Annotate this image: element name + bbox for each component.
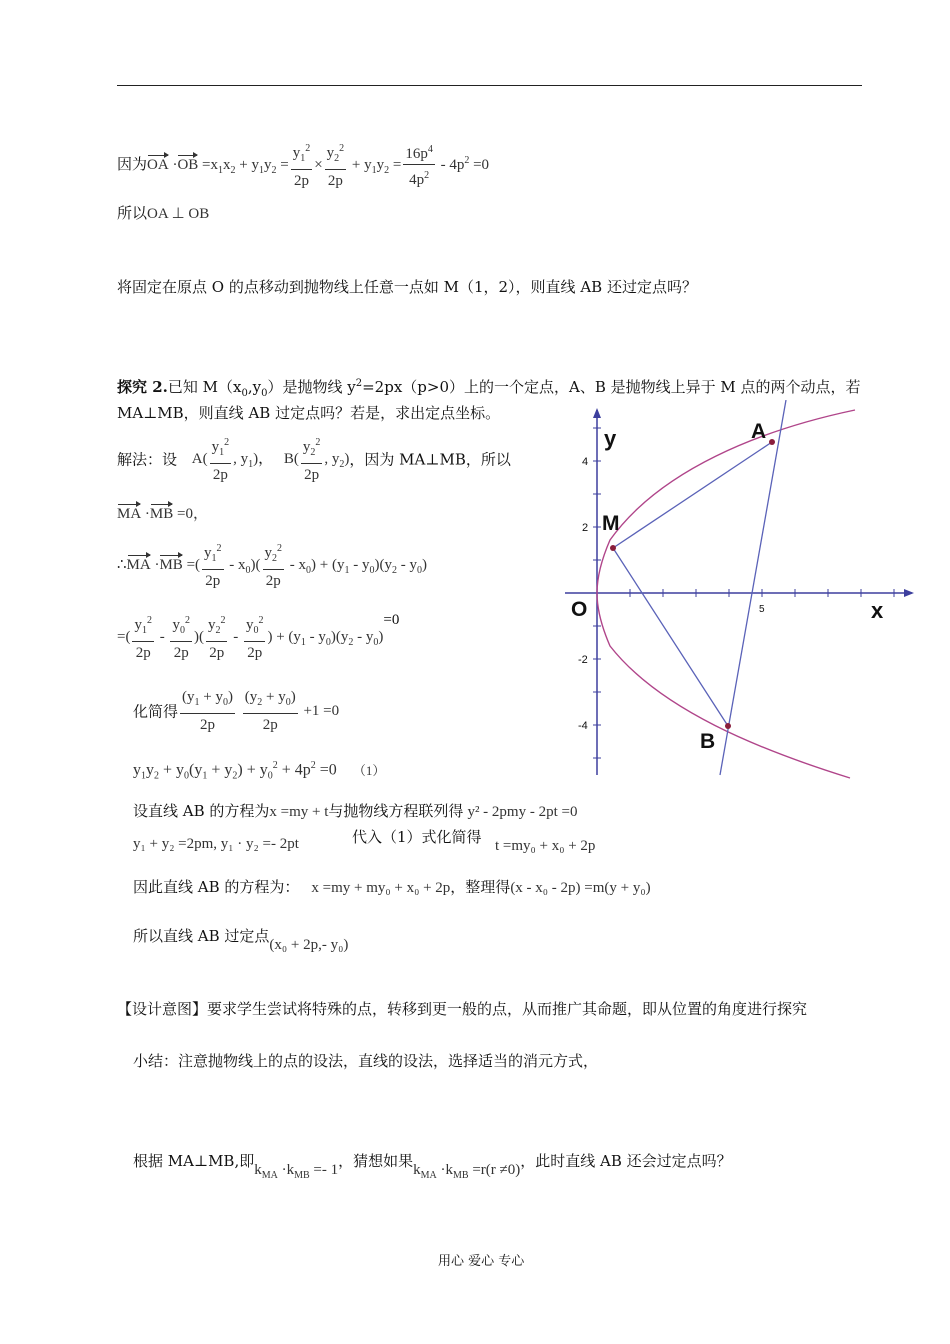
label-a: A (751, 420, 767, 443)
x-axis-label: x (871, 598, 884, 623)
label-b: B (700, 730, 716, 753)
question-text: 将固定在原点 O 的点移动到抛物线上任意一点如 M（1，2），则直线 AB 还过定点吗？ (117, 278, 697, 296)
equation-oa-ob: 因为OA $\cdot OB =x_1x_2 + y_1y_2$ = $\frac{y_1^2}{2p}$ × $\frac{y_2^2}{2p}$ + $y_1y_2$ = $\frac{16p^4}{4p^2}$ - $4p^2 =0$ (117, 140, 489, 191)
vector-ob: OB (177, 151, 198, 174)
dot-product-rewrite: =( $\frac{y_1^2}{2p}$ - $\frac{y_0^2}{2p}$ )( $\frac{y_2^2}{2p}$ - $\frac{y_0^2}{2p}$ ) + $(y_1 - y_0)(y_2 - y_0)=0$ (117, 612, 400, 661)
summary-text: 小结：注意抛物线上的点的设法，直线的设法，选择适当的消元方式， (133, 1052, 599, 1070)
conclusion-perpendicular: 所以OA ⊥ OB (117, 204, 210, 222)
line-ma (613, 442, 772, 548)
dot-product-zero: MA ·MB =0， (117, 500, 208, 523)
t-expression: t =my₀ + x₀ + 2p (495, 838, 596, 854)
origin-label: O (571, 598, 588, 621)
explore-heading: 探究 2.已知 $M(x_0,y_0)$是抛物线 $y^2=2px(p>0)$上的一个定点，A、B 是抛物线上异于 M 点的两个动点，若 (117, 378, 861, 399)
simplified-equation: 化简得 $\frac{(y_1 + y_0)}{2p}$ $\frac{(y_2 + y_0)}{2p}$ +1 =0 (133, 689, 340, 733)
label-m: M (602, 512, 620, 535)
y-axis-label: y (604, 426, 617, 451)
substitute-text: 代入（1）式化简得 (352, 828, 482, 846)
vector-oa: OA (147, 151, 169, 174)
tick-label-x5: 5 (759, 604, 765, 615)
final-question: 根据 MA⊥MB,即$k_{MA} \cdot k_{MB} =- 1$，猜想如果$k_{MA} \cdot k_{MB} =r(r \ne 0)$，此时直线 AB 还会过定点吗？ (133, 1152, 732, 1181)
design-intent: 【设计意图】要求学生尝试将特殊的点，转移到更一般的点，从而推广其命题，即从位置的角度进行探究 (117, 1000, 808, 1018)
point-b (725, 723, 731, 729)
vieta-relations: y₁ + y₂ =2pm, y₁ · y₂ =- 2pt (133, 836, 299, 852)
y-axis-arrow (593, 408, 601, 418)
solution-setup: 解法：设 A( $\frac{y_1^2}{2p}$ , $y_1$)， B( $\frac{y_2^2}{2p}$ , $y_2$)，因为 MA⊥MB，所以 (117, 434, 511, 485)
set-line-ab: 设直线 AB 的方程为x =my + t与抛物线方程联列得 y² - 2pmy - 2pt =0 (133, 802, 578, 820)
ab-equation: 因此直线 AB 的方程为： x =my + my₀ + x₀ + 2p，整理得(x - x₀ - 2p) =m(y + y₀) (133, 878, 651, 896)
explore-line2: MA⊥MB，则直线 AB 过定点吗？若是，求出定点坐标。 (117, 404, 501, 422)
tick-label-neg4: -4 (578, 720, 588, 732)
line-ab (720, 400, 786, 775)
page-footer: 用心 爱心 专心 (438, 1254, 525, 1269)
fixed-point: 所以直线 AB 过定点(x₀ + 2p,- y₀) (133, 927, 349, 953)
tick-label-neg2: -2 (578, 654, 588, 666)
point-a (769, 439, 775, 445)
dot-product-expand: ∴MA ·MB =( $\frac{y_1^2}{2p}$ - $x_0$)( $\frac{y_2^2}{2p}$ - $x_0) + (y_1 - y_0)(y_2 - y_0)$ (117, 540, 427, 591)
point-m (610, 545, 616, 551)
equation-one: $y_1y_2 + y_0(y_1 + y_2) + y_0^2 + 4p^2 =0$ $^{(1)}$ (133, 760, 386, 782)
tick-label-2: 2 (582, 522, 589, 534)
x-axis-arrow (904, 589, 914, 597)
tick-label-4: 4 (582, 456, 589, 468)
header-rule (117, 85, 862, 86)
parabola-graph (560, 400, 920, 785)
